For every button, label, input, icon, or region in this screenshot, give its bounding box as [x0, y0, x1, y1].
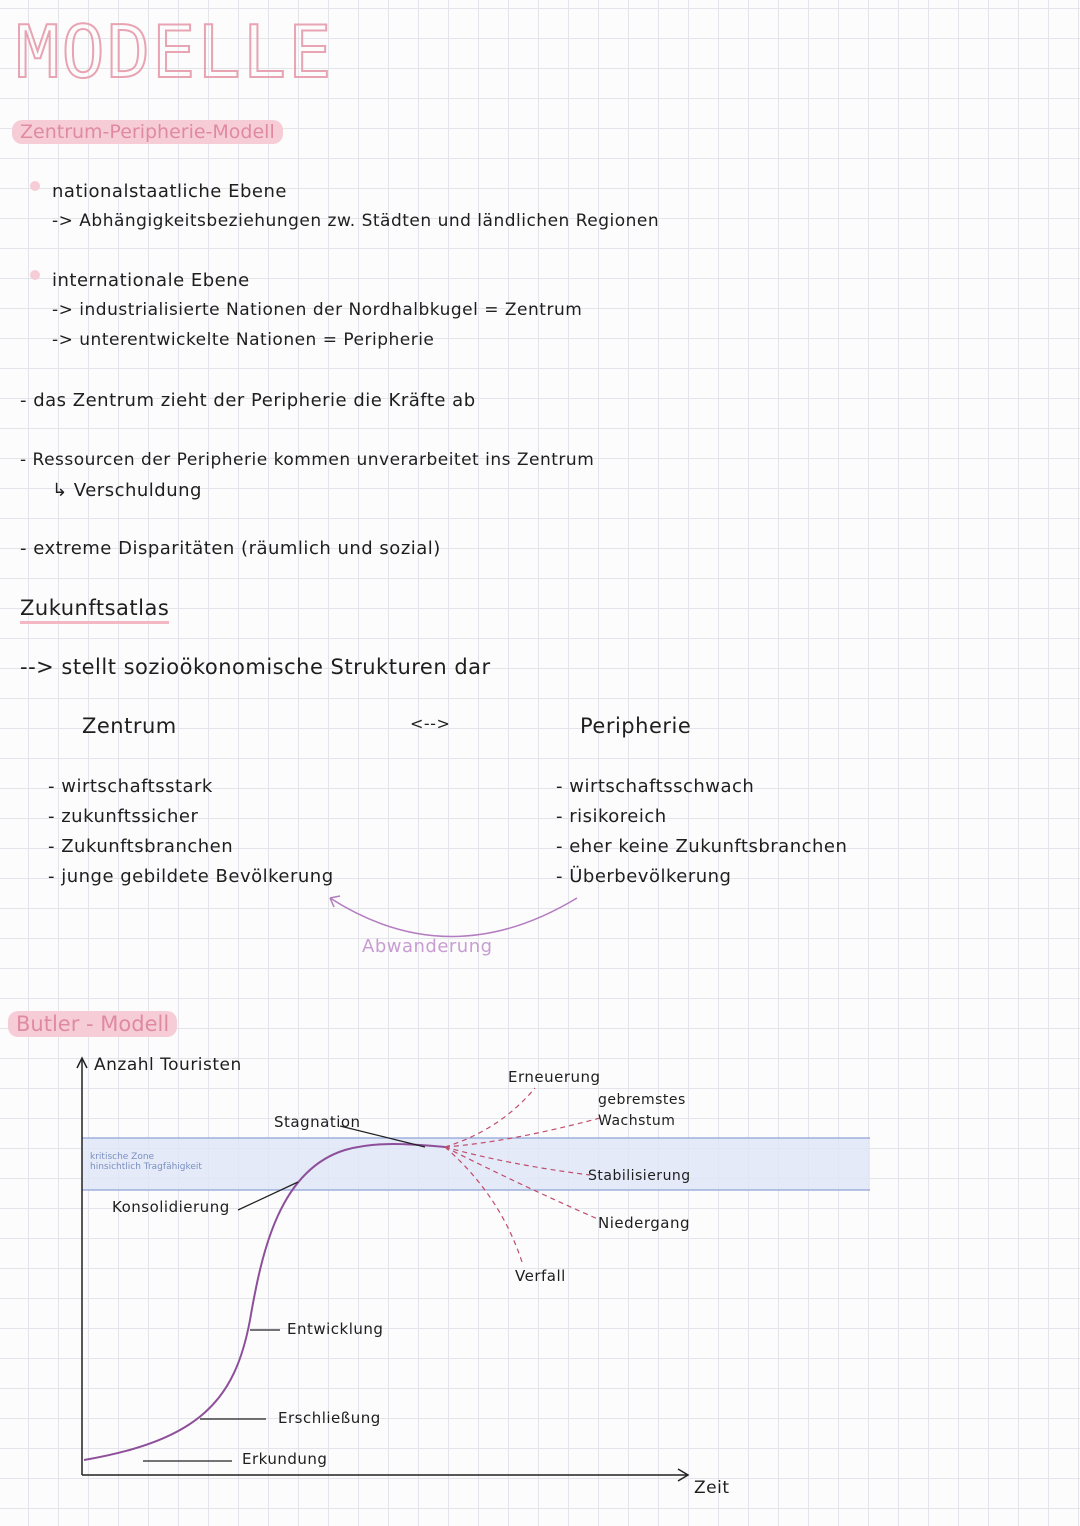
growth-curve — [84, 1144, 445, 1460]
phase-erkundung: Erkundung — [242, 1450, 328, 1468]
bullet-nationalstaatlich-sub: -> Abhängigkeitsbeziehungen zw. Städten und ländlichen Regionen — [52, 211, 660, 231]
y-axis-label: Anzahl Touristen — [94, 1055, 242, 1075]
abwanderung-arrow — [330, 898, 577, 937]
zukunftsatlas-description: --> stellt sozioökonomische Strukturen dar — [20, 655, 491, 679]
zentrum-item: - wirtschaftsstark — [48, 776, 213, 797]
phase-konsolidierung: Konsolidierung — [112, 1198, 230, 1216]
phase-entwicklung: Entwicklung — [287, 1320, 384, 1338]
outcome-wachstum: Wachstum — [598, 1113, 676, 1129]
peripherie-title: Peripherie — [580, 714, 692, 738]
outcome-niedergang: Niedergang — [598, 1214, 691, 1232]
section-heading-zukunftsatlas: Zukunftsatlas — [20, 596, 169, 624]
point-kraefte: - das Zentrum zieht der Peripherie die Kräfte ab — [20, 390, 476, 411]
outcome-stabilisierung: Stabilisierung — [588, 1168, 691, 1184]
peripherie-item: - Überbevölkerung — [556, 866, 732, 887]
peripherie-item: - wirtschaftsschwach — [556, 776, 755, 797]
double-arrow: <--> — [410, 714, 451, 733]
section-heading-butler: Butler - Modell — [8, 1011, 177, 1037]
abwanderung-label: Abwanderung — [362, 936, 493, 957]
zone-label-1: kritische Zone — [90, 1152, 155, 1162]
bullet-international-sub1: -> industrialisierte Nationen der Nordhalbkugel = Zentrum — [52, 300, 583, 320]
phase-stagnation: Stagnation — [274, 1113, 361, 1131]
zone-label-2: hinsichtlich Tragfähigkeit — [90, 1162, 202, 1172]
zentrum-title: Zentrum — [82, 714, 177, 738]
outcome-verfall: Verfall — [515, 1267, 566, 1285]
zentrum-item: - Zukunftsbranchen — [48, 836, 234, 857]
phase-erschliessung: Erschließung — [278, 1409, 381, 1427]
point-disparitaeten: - extreme Disparitäten (räumlich und sozial) — [20, 538, 441, 559]
bullet-international-sub2: -> unterentwickelte Nationen = Peripherie — [52, 330, 435, 350]
section-heading-zentrum-peripherie: Zentrum-Peripherie-Modell — [12, 120, 283, 144]
zentrum-item: - zukunftssicher — [48, 806, 199, 827]
point-ressourcen: - Ressourcen der Peripherie kommen unverarbeitet ins Zentrum — [20, 450, 595, 470]
page-title: MODELLE — [16, 10, 334, 94]
outcome-gebremstes: gebremstes — [598, 1092, 686, 1108]
peripherie-item: - risikoreich — [556, 806, 667, 827]
bullet-nationalstaatlich: nationalstaatliche Ebene — [52, 181, 287, 202]
peripherie-item: - eher keine Zukunftsbranchen — [556, 836, 848, 857]
point-verschuldung: ↳ Verschuldung — [52, 480, 202, 501]
zentrum-item: - junge gebildete Bevölkerung — [48, 866, 334, 887]
x-axis-label: Zeit — [694, 1478, 730, 1498]
outcome-erneuerung: Erneuerung — [508, 1068, 601, 1086]
bullet-international: internationale Ebene — [52, 270, 250, 291]
